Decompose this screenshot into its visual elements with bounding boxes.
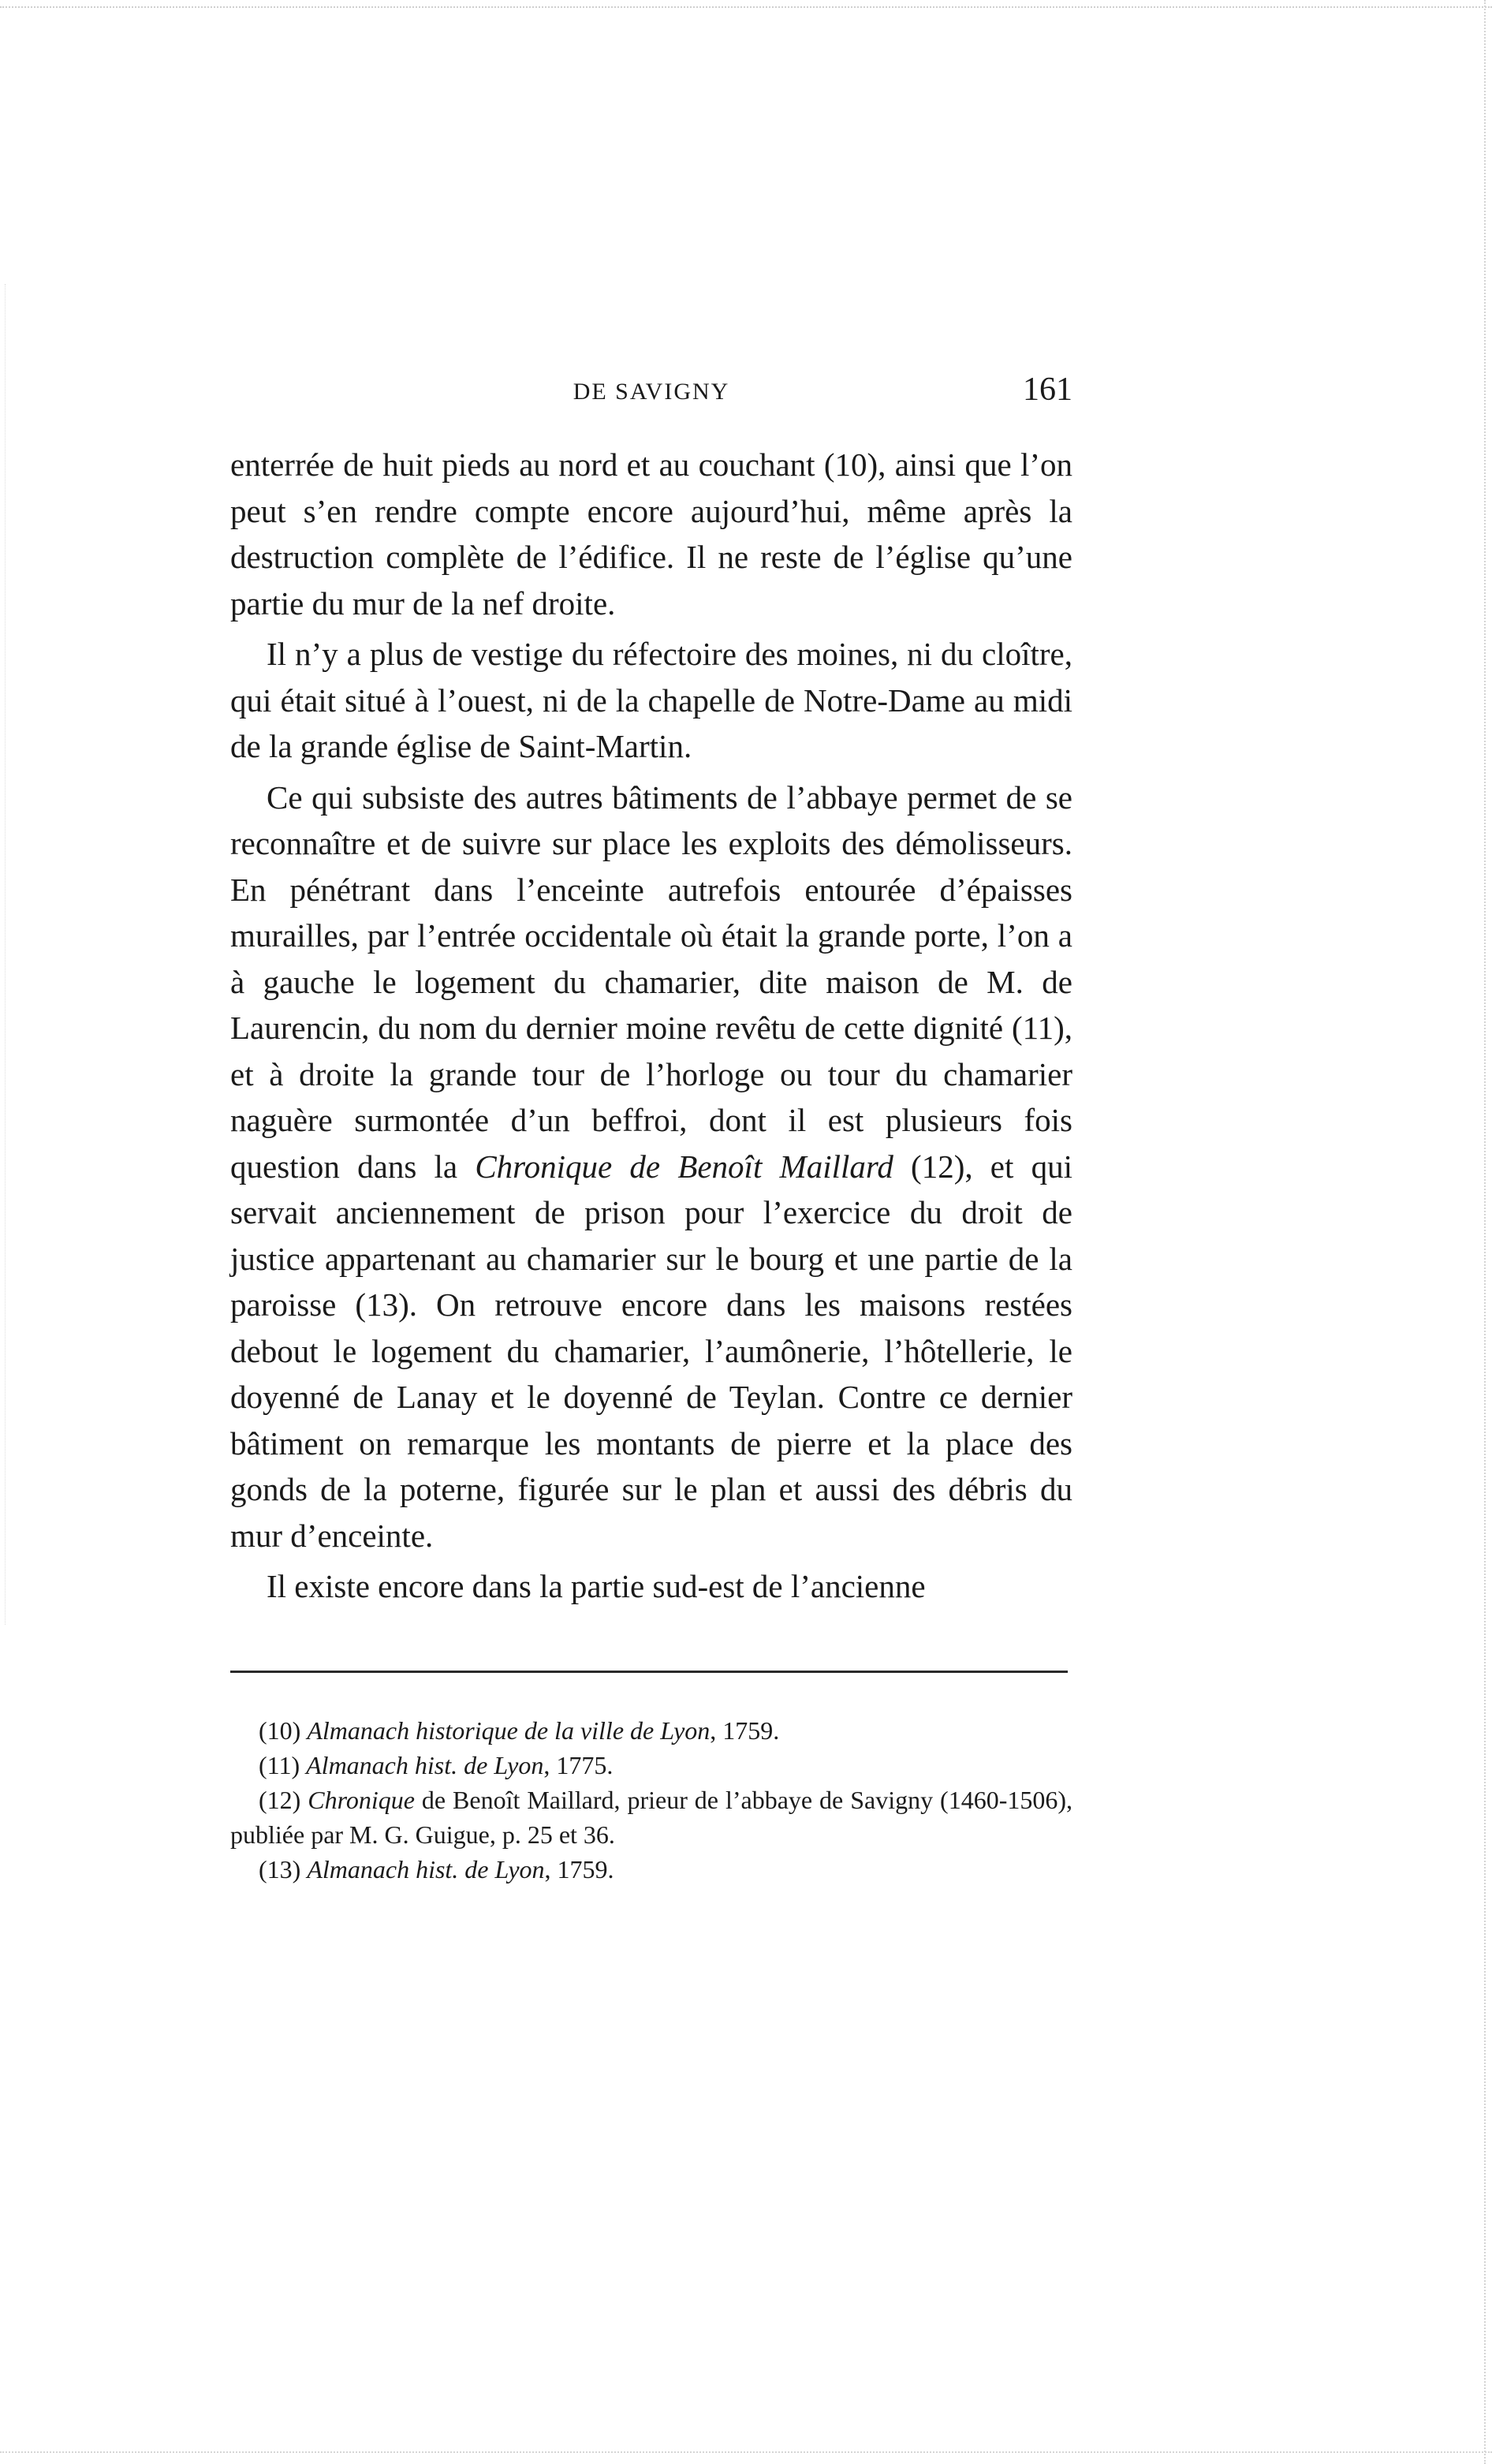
footnote-rest: , 1759.: [710, 1716, 780, 1745]
footnote-10: [230, 1713, 1072, 1748]
main-text: [230, 442, 1072, 1610]
paragraph-3-text-b: (12), et qui servait anciennement de prison pour l’exercice du droit de justice appartenant au chamarier sur le bourg et une partie de la paroisse (13). On retrouve encore dans les maisons restées debout le logement du chamarier, l’aumônerie, l’hôtellerie, le doyenné de Lanay et le doyenné de Teylan. Contre ce dernier bâtiment on remarque les montants de pierre et la place des gonds de la poterne, figurée sur le plan et aussi des débris du mur d’enceinte.: [230, 1148, 1073, 1554]
running-title: DE SAVIGNY: [573, 379, 730, 405]
paragraph-4: Il existe encore dans la partie sud-est de l’ancienne: [267, 1568, 926, 1604]
page-number: 161: [1023, 371, 1072, 408]
scan-edge-left: [5, 284, 6, 1625]
footnote-title: Almanach hist. de Lyon: [307, 1855, 545, 1883]
footnote-marker: (12): [259, 1786, 308, 1814]
scan-edge-right: [1484, 0, 1486, 2464]
footnote-rest: , 1775.: [543, 1751, 614, 1779]
footnote-title: Almanach historique de la ville de Lyon: [307, 1716, 711, 1745]
footnote-marker: (13): [259, 1855, 308, 1883]
footnotes: [230, 1713, 1072, 1887]
footnote-13: [230, 1852, 1072, 1887]
footnote-marker: (11): [259, 1751, 307, 1779]
paragraph-1: enterrée de huit pieds au nord et au couchant (10), ainsi que l’on peut s’en rendre compte encore aujourd’hui, même après la destruction complète de l’édifice. Il ne reste de l’église qu’une partie du mur de la nef droite.: [230, 446, 1072, 622]
paragraph-3: [230, 775, 1072, 1559]
running-head: [230, 371, 1072, 415]
chronique-title: Chronique de Benoît Maillard: [475, 1148, 893, 1185]
footnote-11: [230, 1748, 1072, 1783]
footnote-title: Almanach hist. de Lyon: [306, 1751, 544, 1779]
footnote-marker: (10): [259, 1716, 308, 1745]
footnote-title: Chronique: [308, 1786, 415, 1814]
footnote-rest: de Benoît Maillard, prieur de l’abbaye de Savigny (1460-1506), publiée par M. G. Guigue, p. 25 et 36.: [230, 1786, 1073, 1849]
scan-edge-top: [0, 6, 1492, 8]
paragraph-2: Il n’y a plus de vestige du réfectoire des moines, ni du cloître, qui était situé à l’ouest, ni de la chapelle de Notre-Dame au midi de la grande église de Saint-Martin.: [230, 636, 1072, 764]
footnote-divider: [230, 1671, 1068, 1673]
footnote-12: [230, 1783, 1072, 1852]
footnote-rest: , 1759.: [544, 1855, 614, 1883]
paragraph-3-text-a: Ce qui subsiste des autres bâtiments de l’abbaye permet de se reconnaître et de suivre sur place les exploits des démolisseurs. En pénétrant dans l’enceinte autrefois entourée d’épaisses murailles, par l’entrée occidentale où était la grande porte, l’on a à gauche le logement du chamarier, dite maison de M. de Laurencin, du nom du dernier moine revêtu de cette dignité (11), et à droite la grande tour de l’horloge ou tour du chamarier naguère surmontée d’un beffroi, dont il est plusieurs fois question dans la: [230, 778, 1072, 1185]
scan-edge-bottom: [0, 2451, 1492, 2453]
